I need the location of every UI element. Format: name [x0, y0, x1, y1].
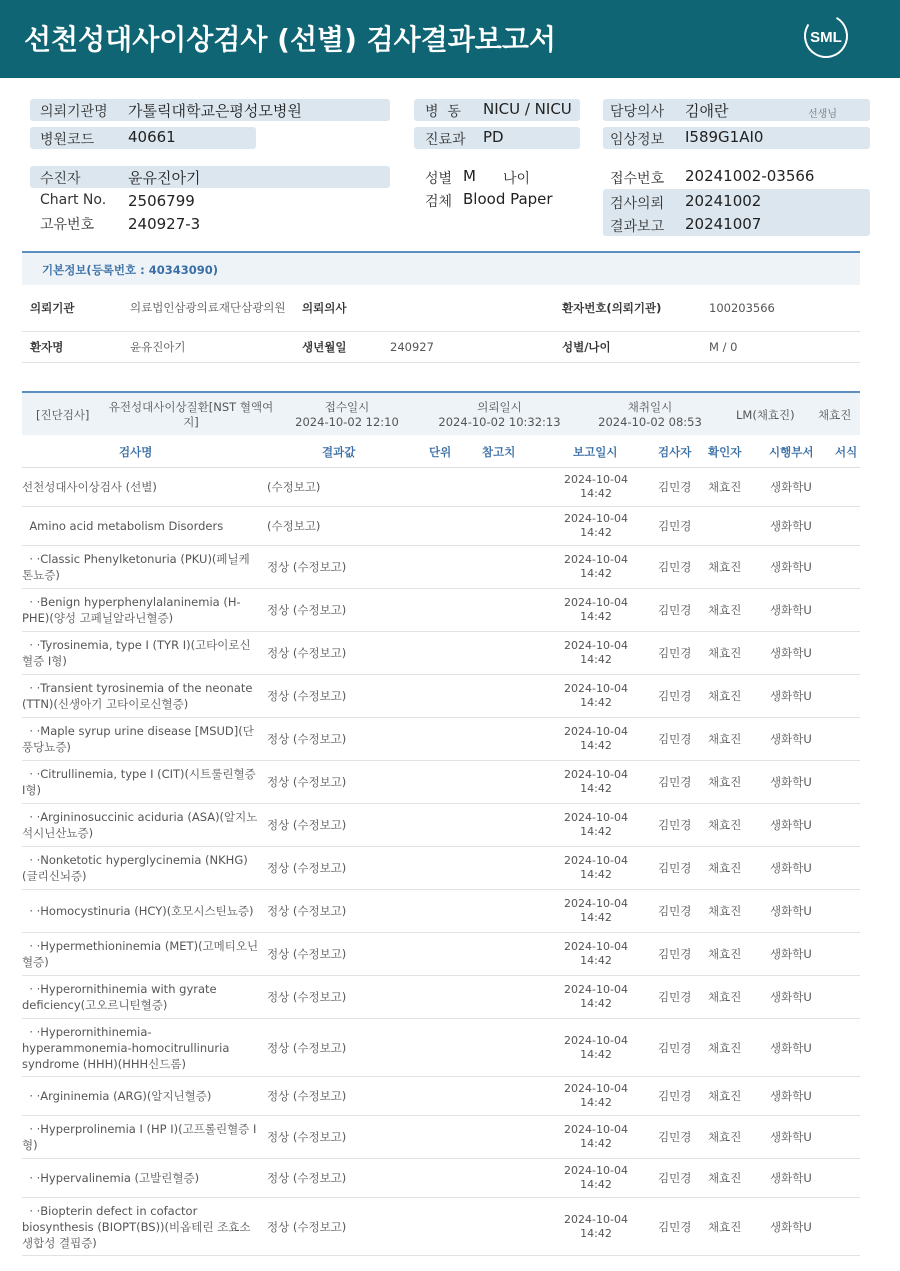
patient-box [30, 166, 390, 188]
table-row [22, 890, 860, 933]
examiner: 김민경 [658, 732, 692, 746]
report-datetime [560, 639, 632, 667]
report-datetime [560, 1082, 632, 1110]
diagnosis-bar [22, 393, 860, 435]
req-doctor-label: 의뢰의사 [302, 301, 347, 315]
report-time: 14:42 [580, 911, 612, 924]
department: 생화학U [770, 947, 812, 961]
confirmer: 채효진 [708, 990, 742, 1004]
examiner: 김민경 [658, 775, 692, 789]
sex-age-label: 성별/나이 [562, 340, 611, 354]
result-value: 정상 (수정보고) [267, 1219, 347, 1234]
report-time: 14:42 [580, 868, 612, 881]
department: 생화학U [770, 732, 812, 746]
report-time: 14:42 [580, 1047, 612, 1061]
department: 생화학U [770, 519, 812, 533]
report-datetime [560, 1213, 632, 1241]
examiner: 김민경 [658, 1171, 692, 1185]
report-date: 2024-10-04 [564, 768, 628, 781]
test-name: · ·Argininosuccinic aciduria (ASA)(알지노석시닌산뇨증) [22, 810, 258, 840]
hospital-code-value: 40661 [128, 128, 176, 146]
col-report-date: 보고일시 [573, 445, 618, 459]
col-test-name: 검사명 [119, 445, 153, 459]
institution-label: 의뢰기관명 [40, 104, 108, 120]
department: 생화학U [770, 1130, 812, 1144]
result-value: 정상 (수정보고) [267, 732, 347, 746]
department: 생화학U [770, 560, 812, 574]
report-datetime [560, 983, 632, 1011]
doctor-label: 담당의사 [610, 104, 665, 120]
table-header [22, 435, 860, 468]
confirmer: 채효진 [708, 1089, 742, 1103]
report-time: 14:42 [580, 1137, 612, 1150]
ward-value: NICU / NICU [483, 100, 572, 118]
examiner: 김민경 [658, 560, 692, 574]
request-label: 검사의뢰 [610, 196, 665, 212]
examiner: 김민경 [658, 480, 692, 494]
result-value: 정상 (수정보고) [267, 1040, 347, 1055]
report-date: 2024-10-04 [564, 553, 628, 566]
department: 생화학U [770, 990, 812, 1004]
results-section [22, 391, 860, 1256]
test-name: 선천성대사이상검사 (선별) [22, 480, 157, 494]
chart-label: Chart No. [40, 192, 107, 208]
report-time: 14:42 [580, 997, 612, 1010]
confirmer: 채효진 [708, 775, 742, 789]
req-inst-value: 의료법인삼광의료재단삼광의원 [130, 300, 286, 315]
report-date: 2024-10-04 [564, 512, 628, 525]
result-value: 정상 (수정보고) [267, 646, 347, 660]
department: 생화학U [770, 480, 812, 494]
report-time: 14:42 [580, 1226, 612, 1240]
received-value: 2024-10-02 12:10 [295, 415, 399, 429]
result-value: 정상 (수정보고) [267, 947, 347, 961]
patient-name-value: 윤유진아기 [130, 340, 186, 354]
basic-info-title: 기본정보(등록번호 : 40343090) [42, 263, 219, 277]
result-value: 정상 (수정보고) [267, 603, 347, 617]
test-name: · ·Hypervalinemia (고발린혈증) [22, 1171, 200, 1185]
confirmer: 채효진 [708, 818, 742, 832]
sml-logo [802, 12, 850, 60]
report-time: 14:42 [580, 1178, 612, 1191]
examiner: 김민경 [658, 947, 692, 961]
test-name: · ·Classic Phenylketonuria (PKU)(페닐케톤뇨증) [22, 552, 250, 582]
test-name: · ·Hyperornithinemia-hyperammonemia-homocitrullinuria syndrome (HHH)(HHH신드롬) [22, 1024, 234, 1071]
report-datetime [560, 897, 632, 925]
dob-label: 생년월일 [302, 340, 347, 354]
sex-value: M [463, 167, 476, 185]
report-datetime [560, 811, 632, 839]
report-date: 2024-10-04 [564, 854, 628, 867]
collected-label: 채취일시 [627, 400, 673, 414]
table-row [22, 589, 860, 632]
report-time: 14:42 [580, 610, 612, 623]
diagnosis-label: [진단검사] [36, 408, 90, 422]
examiner: 김민경 [658, 1130, 692, 1144]
table-row [22, 804, 860, 847]
report-title: 선천성대사이상검사 (선별) 검사결과보고서 [24, 23, 556, 56]
department: 생화학U [770, 775, 812, 789]
report-datetime [560, 596, 632, 624]
test-name: · ·Transient tyrosinemia of the neonate (TTN)(신생아기 고타이로신혈증) [22, 681, 257, 711]
patient-no-label: 환자번호(의뢰기관) [562, 301, 662, 315]
sex-age-value: M / 0 [709, 340, 738, 354]
report-time: 14:42 [580, 1096, 612, 1109]
table-row [22, 632, 860, 675]
table-body [22, 468, 860, 1256]
report-date: 2024-10-04 [564, 1212, 628, 1226]
department: 생화학U [770, 904, 812, 918]
report-date: 2024-10-04 [564, 1082, 628, 1095]
dob-value: 240927 [390, 340, 434, 354]
ward-label: 병 동 [425, 104, 461, 120]
report-time: 14:42 [580, 739, 612, 752]
report-datetime [560, 512, 632, 540]
basic-info-section [22, 251, 860, 363]
report-header [0, 0, 900, 78]
dept-value: PD [483, 128, 504, 146]
department: 생화학U [770, 818, 812, 832]
basic-info-header [22, 251, 860, 285]
table-row [22, 1077, 860, 1116]
report-date: 2024-10-04 [564, 811, 628, 824]
result-value: 정상 (수정보고) [267, 990, 347, 1004]
test-name: · ·Tyrosinemia, type I (TYR I)(고타이로신혈증 I형) [22, 638, 251, 668]
table-row [22, 976, 860, 1019]
col-result: 결과값 [322, 445, 356, 459]
report-time: 14:42 [580, 954, 612, 967]
table-row [22, 1116, 860, 1159]
examiner: 김민경 [658, 1089, 692, 1103]
confirmer: 채효진 [708, 646, 742, 660]
confirmer: 채효진 [708, 1171, 742, 1185]
table-row [22, 847, 860, 890]
examiner: 김민경 [658, 990, 692, 1004]
specimen-label: 검체 [425, 194, 453, 210]
table-row [22, 1019, 860, 1077]
doctor-suffix: 선생님 [808, 109, 837, 120]
patient-value: 윤유진아기 [128, 169, 201, 187]
report-datetime [560, 473, 632, 501]
svg-text:SML: SML [810, 29, 842, 46]
department: 생화학U [770, 646, 812, 660]
confirmer: 채효진 [708, 480, 742, 494]
department: 생화학U [770, 1040, 812, 1055]
confirmer: 채효진 [708, 603, 742, 617]
patient-label: 수진자 [40, 171, 81, 187]
report-datetime [560, 768, 632, 796]
examiner: 김민경 [658, 861, 692, 875]
collected-value: 2024-10-02 08:53 [598, 415, 702, 429]
test-name: · ·Argininemia (ARG)(알지닌혈증) [22, 1089, 212, 1103]
confirmer: 채효진 [708, 1219, 742, 1234]
table-row [22, 546, 860, 589]
test-name: · ·Hyperornithinemia with gyrate deficiency(고오르니틴혈증) [22, 982, 221, 1012]
department: 생화학U [770, 861, 812, 875]
report-datetime [560, 1123, 632, 1151]
clinical-value: I589G1AI0 [685, 128, 764, 146]
request-value: 20241002 [685, 192, 762, 210]
table-row [22, 675, 860, 718]
report-date: 2024-10-04 [564, 1033, 628, 1047]
requested-label: 의뢰일시 [477, 400, 522, 414]
result-value: 정상 (수정보고) [267, 818, 347, 832]
report-time: 14:42 [580, 487, 612, 500]
test-name: · ·Citrullinemia, type I (CIT)(시트룰린혈증 I형) [22, 767, 260, 797]
confirmer: 채효진 [708, 861, 742, 875]
age-label: 나이 [503, 171, 531, 187]
examiner: 김민경 [658, 519, 692, 533]
lm-name: 채효진 [818, 408, 852, 422]
examiner: 김민경 [658, 689, 692, 703]
report-time: 14:42 [580, 567, 612, 580]
reception-label: 접수번호 [610, 171, 665, 187]
patient-no-value: 100203566 [709, 301, 775, 315]
result-value: 정상 (수정보고) [267, 1089, 347, 1103]
result-value: (수정보고) [267, 519, 321, 533]
lm-value: LM(채효진) [736, 408, 795, 422]
examiner: 김민경 [658, 1219, 692, 1234]
examiner: 김민경 [658, 818, 692, 832]
report-date: 2024-10-04 [564, 725, 628, 738]
test-name: · ·Biopterin defect in cofactor biosynthesis (BIOPT(BS))(비옵테린 조효소 생합성 결핍증) [22, 1203, 255, 1250]
basic-info-row-2 [22, 332, 860, 363]
confirmer: 채효진 [708, 904, 742, 918]
result-value: 정상 (수정보고) [267, 1130, 347, 1144]
confirmer: 채효진 [708, 947, 742, 961]
result-value: 정상 (수정보고) [267, 1171, 347, 1185]
result-value: 정상 (수정보고) [267, 560, 347, 574]
report-label: 결과보고 [610, 219, 665, 235]
test-name: · ·Benign hyperphenylalaninemia (H-PHE)(양성 고페닐알라닌혈증) [22, 595, 241, 625]
report-datetime [560, 553, 632, 581]
examiner: 김민경 [658, 904, 692, 918]
examiner: 김민경 [658, 1040, 692, 1055]
basic-info-row-1 [22, 285, 860, 332]
report-datetime [560, 940, 632, 968]
confirmer: 채효진 [708, 689, 742, 703]
report-datetime [560, 1034, 632, 1062]
report-time: 14:42 [580, 526, 612, 539]
confirmer: 채효진 [708, 1130, 742, 1144]
report-date: 2024-10-04 [564, 983, 628, 996]
report-datetime [560, 682, 632, 710]
test-name: · ·Hypermethioninemia (MET)(고메티오닌혈증) [22, 939, 259, 969]
reception-value: 20241002-03566 [685, 167, 815, 185]
test-name: · ·Maple syrup urine disease [MSUD](단풍당뇨증) [22, 724, 254, 754]
clinical-label: 임상정보 [610, 132, 665, 148]
unique-label: 고유번호 [40, 217, 95, 233]
report-time: 14:42 [580, 782, 612, 795]
department: 생화학U [770, 1219, 812, 1234]
col-confirmer: 확인자 [708, 445, 742, 459]
confirmer: 채효진 [708, 560, 742, 574]
department: 생화학U [770, 1171, 812, 1185]
report-time: 14:42 [580, 825, 612, 838]
patient-name-label: 환자명 [30, 340, 64, 354]
specimen-value: Blood Paper [463, 190, 553, 208]
table-row [22, 761, 860, 804]
examiner: 김민경 [658, 646, 692, 660]
sex-label: 성별 [425, 171, 453, 187]
col-examiner: 검사자 [658, 445, 692, 459]
received-label: 접수일시 [324, 400, 370, 414]
col-department: 시행부서 [769, 445, 814, 459]
table-row [22, 468, 860, 507]
chart-value: 2506799 [128, 192, 195, 210]
table-row [22, 507, 860, 546]
table-row [22, 1198, 860, 1256]
examiner: 김민경 [658, 603, 692, 617]
doctor-value: 김애란 [685, 102, 729, 120]
report-date: 2024-10-04 [564, 639, 628, 652]
req-inst-label: 의뢰기관 [30, 301, 75, 315]
table-row [22, 718, 860, 761]
result-value: 정상 (수정보고) [267, 775, 347, 789]
diagnosis-test: 유전성대사이상질환[NST 혈액여지] [108, 400, 274, 429]
report-date: 2024-10-04 [564, 596, 628, 609]
result-value: (수정보고) [267, 480, 321, 494]
department: 생화학U [770, 1089, 812, 1103]
col-reference: 참고치 [482, 445, 516, 459]
table-row [22, 933, 860, 976]
test-name: · ·Homocystinuria (HCY)(호모시스틴뇨증) [22, 904, 254, 918]
department: 생화학U [770, 603, 812, 617]
report-datetime [560, 854, 632, 882]
report-date: 2024-10-04 [564, 682, 628, 695]
col-unit: 단위 [429, 445, 452, 459]
confirmer: 채효진 [708, 1040, 742, 1055]
report-date: 2024-10-04 [564, 940, 628, 953]
report-datetime [560, 725, 632, 753]
hospital-code-label: 병원코드 [40, 132, 95, 148]
report-date: 2024-10-04 [564, 897, 628, 910]
unique-value: 240927-3 [128, 215, 201, 233]
result-value: 정상 (수정보고) [267, 689, 347, 703]
col-format: 서식 [835, 445, 858, 459]
report-value: 20241007 [685, 215, 762, 233]
report-time: 14:42 [580, 653, 612, 666]
result-value: 정상 (수정보고) [267, 861, 347, 875]
table-row [22, 1159, 860, 1198]
test-name: Amino acid metabolism Disorders [22, 519, 224, 533]
dept-label: 진료과 [425, 132, 466, 148]
report-date: 2024-10-04 [564, 1123, 628, 1136]
report-time: 14:42 [580, 696, 612, 709]
institution-value: 가톨릭대학교은평성모병원 [128, 102, 302, 120]
report-date: 2024-10-04 [564, 1164, 628, 1177]
report-date: 2024-10-04 [564, 473, 628, 486]
requested-value: 2024-10-02 10:32:13 [438, 415, 561, 429]
test-name: · ·Hyperprolinemia I (HP I)(고프롤린혈증 I형) [22, 1122, 257, 1152]
test-name: · ·Nonketotic hyperglycinemia (NKHG)(글리신뇌증) [22, 853, 248, 883]
result-value: 정상 (수정보고) [267, 904, 347, 918]
department: 생화학U [770, 689, 812, 703]
report-datetime [560, 1164, 632, 1192]
confirmer: 채효진 [708, 732, 742, 746]
